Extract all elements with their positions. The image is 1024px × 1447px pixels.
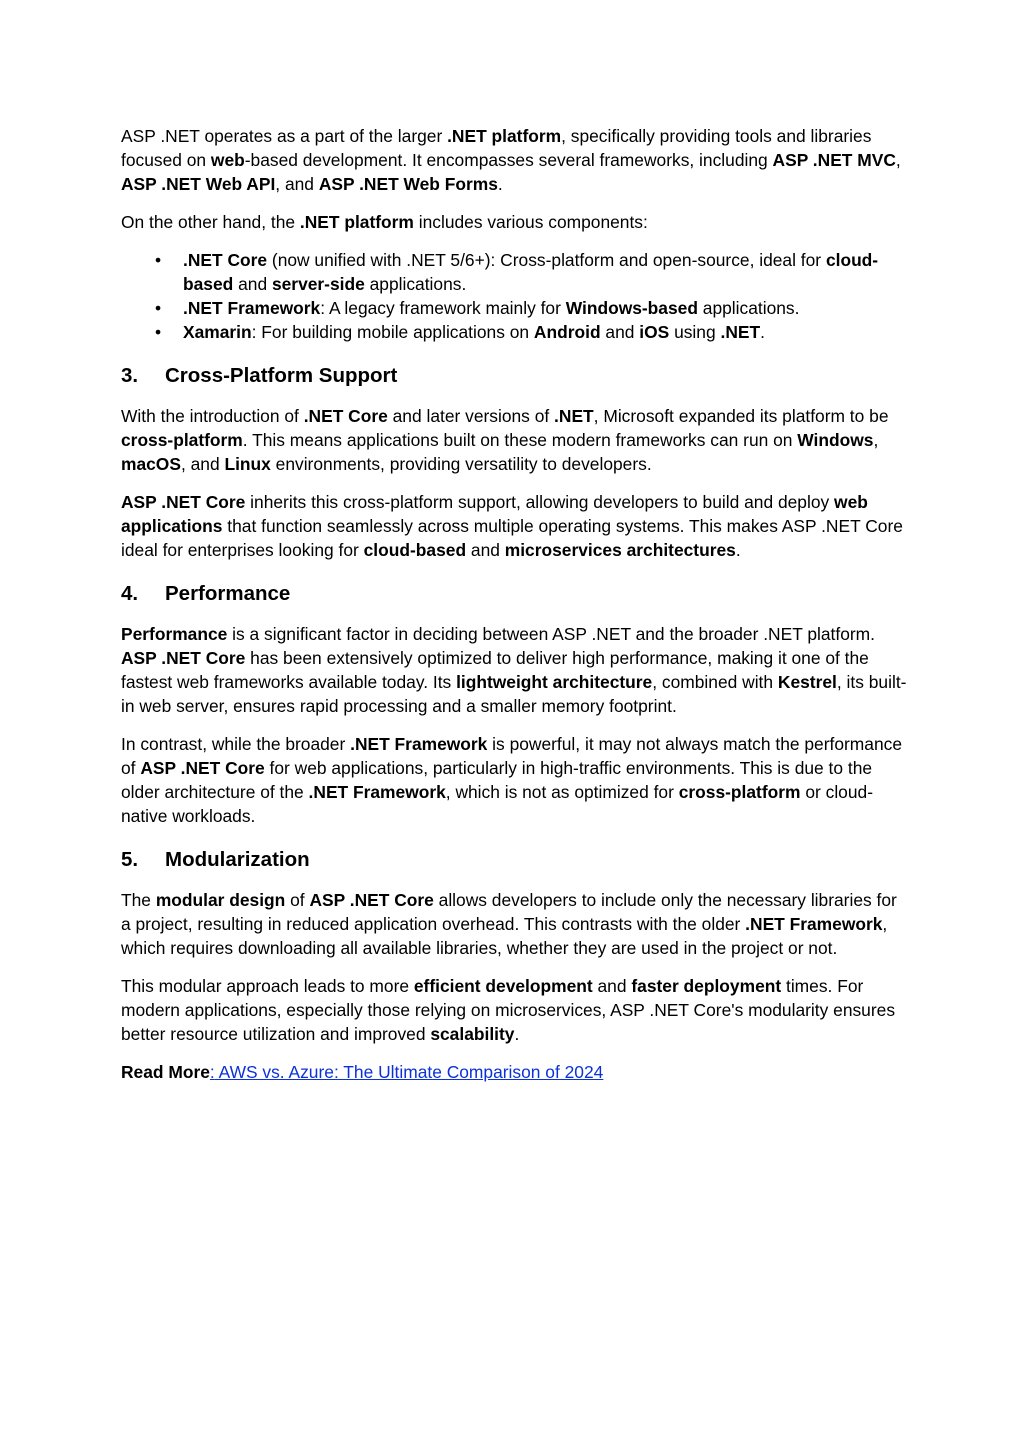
text-run: . <box>497 174 503 194</box>
bold-text: .NET <box>720 322 761 342</box>
bold-text: .NET Framework <box>350 734 488 754</box>
list-item <box>155 320 911 344</box>
section-title: Performance <box>165 582 291 605</box>
bold-text: web applications <box>121 492 868 536</box>
text-run: : A legacy framework mainly for <box>320 298 566 318</box>
text-run: and later versions of <box>387 406 555 426</box>
text-run: On the other hand, the <box>121 212 300 232</box>
list-item-text <box>183 250 878 294</box>
list-item-text <box>183 298 799 318</box>
bold-text: server-side <box>271 274 365 294</box>
text-run: for web applications, particularly in high-traffic environments. This is due to the older architecture of the <box>121 758 873 802</box>
section-title: Modularization <box>165 848 310 871</box>
bold-text: Performance <box>121 624 228 644</box>
bold-text: Xamarin <box>183 322 252 342</box>
text-run: that function seamlessly across multiple operating systems. This makes ASP .NET Core ideal for enterprises looking for <box>121 516 903 560</box>
bold-text: .NET Core <box>183 250 268 270</box>
text-run: -based development. It encompasses several frameworks, including <box>244 150 773 170</box>
text-run: . This means applications built on these modern frameworks can run on <box>242 430 798 450</box>
text-run: With the introduction of <box>121 406 304 426</box>
bold-text: Kestrel <box>777 672 837 692</box>
text-run: , <box>895 150 901 170</box>
text-run: (now unified with .NET 5/6+): Cross-platform and open-source, ideal for <box>267 250 826 270</box>
bold-text: web <box>210 150 245 170</box>
bullet-icon: • <box>155 298 162 318</box>
text-run: and <box>233 274 272 294</box>
text-run: This modular approach leads to more <box>121 976 414 996</box>
bullet-icon: • <box>155 322 162 342</box>
text-run: , and <box>180 454 225 474</box>
section-heading <box>121 580 911 608</box>
bold-text: .NET platform <box>447 126 562 146</box>
text-run: . <box>514 1024 520 1044</box>
text-run: environments, providing versatility to developers. <box>270 454 652 474</box>
section-paragraph <box>121 622 911 718</box>
bold-text: .NET <box>554 406 594 426</box>
bold-text: modular design <box>155 890 286 910</box>
list-item-text <box>183 322 765 342</box>
text-run: of <box>285 890 310 910</box>
section-number: 3. <box>121 364 139 387</box>
bold-text: Linux <box>224 454 271 474</box>
text-run: . <box>735 540 741 560</box>
bold-text: microservices architectures <box>504 540 736 560</box>
text-run: or cloud-native workloads. <box>121 782 873 826</box>
section-paragraph <box>121 974 911 1046</box>
section-paragraph <box>121 888 911 960</box>
read-more-link[interactable] <box>210 1062 603 1082</box>
bold-text: Windows <box>797 430 874 450</box>
bold-text: scalability <box>430 1024 515 1044</box>
bold-text: cloud-based <box>183 250 879 294</box>
text-run: , <box>873 430 879 450</box>
read-more-link-text: AWS vs. Azure: The Ultimate Comparison of 2024 <box>214 1062 604 1082</box>
bold-text: .NET Framework <box>183 298 321 318</box>
bold-text: cross-platform <box>121 430 243 450</box>
section-cross-platform <box>121 362 911 562</box>
text-run: applications. <box>697 298 800 318</box>
bold-text: lightweight architecture <box>456 672 653 692</box>
bold-text: efficient development <box>413 976 593 996</box>
text-run: and <box>466 540 505 560</box>
bold-text: Android <box>533 322 601 342</box>
intro-paragraph-2 <box>121 210 911 234</box>
section-heading <box>121 846 911 874</box>
bold-text: ASP .NET Web Forms <box>318 174 498 194</box>
text-run: . <box>760 322 765 342</box>
text-run: and <box>592 976 632 996</box>
text-run: is a significant factor in deciding between ASP .NET and the broader .NET platform. <box>227 624 876 644</box>
text-run: , which requires downloading all available libraries, whether they are used in the project or not. <box>121 914 888 958</box>
bold-text: ASP .NET Core <box>140 758 265 778</box>
bold-text: iOS <box>639 322 670 342</box>
document-body <box>121 124 911 1098</box>
text-run: using <box>669 322 721 342</box>
section-performance <box>121 580 911 828</box>
text-run: inherits this cross-platform support, allowing developers to build and deploy <box>245 492 835 512</box>
text-run: , specifically providing tools and libraries focused on <box>121 126 872 170</box>
text-run: is powerful, it may not always match the performance of <box>121 734 902 778</box>
read-more-separator: : <box>209 1062 215 1082</box>
bold-text: ASP .NET Core <box>121 648 246 668</box>
bold-text: .NET Core <box>303 406 388 426</box>
section-number: 4. <box>121 582 139 605</box>
text-run: , its built-in web server, ensures rapid processing and a smaller memory footprint. <box>121 672 907 716</box>
bold-text: faster deployment <box>631 976 782 996</box>
read-more-label: Read More <box>121 1062 210 1082</box>
text-run: allows developers to include only the necessary libraries for a project, resulting in reduced application overhead. This contrasts with the older <box>121 890 897 934</box>
list-item <box>155 248 911 296</box>
bold-text: Windows-based <box>565 298 698 318</box>
read-more <box>121 1060 911 1084</box>
text-run: : For building mobile applications on <box>251 322 534 342</box>
text-run: applications. <box>364 274 467 294</box>
list-item <box>155 296 911 320</box>
text-run: , which is not as optimized for <box>445 782 679 802</box>
section-paragraph <box>121 732 911 828</box>
bold-text: .NET platform <box>299 212 414 232</box>
text-run: , combined with <box>652 672 778 692</box>
bold-text: cloud-based <box>363 540 467 560</box>
section-number: 5. <box>121 848 139 871</box>
text-run: The <box>121 890 156 910</box>
bold-text: .NET Framework <box>308 782 446 802</box>
text-run: In contrast, while the broader <box>121 734 351 754</box>
section-heading <box>121 362 911 390</box>
text-run: , and <box>275 174 319 194</box>
bold-text: cross-platform <box>678 782 801 802</box>
bold-text: .NET Framework <box>745 914 883 934</box>
section-modularization <box>121 846 911 1046</box>
text-run: times. For modern applications, especially those relying on microservices, ASP .NET Core's modularity ensures better resource utilization and improved <box>121 976 896 1044</box>
bold-text: ASP .NET MVC <box>772 150 896 170</box>
text-run: includes various components: <box>413 212 648 232</box>
text-run: , Microsoft expanded its platform to be <box>593 406 889 426</box>
section-paragraph <box>121 404 911 476</box>
text-run: ASP .NET operates as a part of the larger <box>121 126 448 146</box>
intro-paragraph-1 <box>121 124 911 196</box>
bold-text: ASP .NET Core <box>121 492 246 512</box>
section-title: Cross-Platform Support <box>165 364 398 387</box>
bold-text: macOS <box>121 454 181 474</box>
bullet-icon: • <box>155 250 162 270</box>
section-paragraph <box>121 490 911 562</box>
bold-text: ASP .NET Core <box>309 890 434 910</box>
bold-text: ASP .NET Web API <box>121 174 276 194</box>
text-run: and <box>600 322 640 342</box>
components-list <box>121 248 911 344</box>
text-run: has been extensively optimized to deliver high performance, making it one of the fastest web frameworks available today. Its <box>121 648 869 692</box>
